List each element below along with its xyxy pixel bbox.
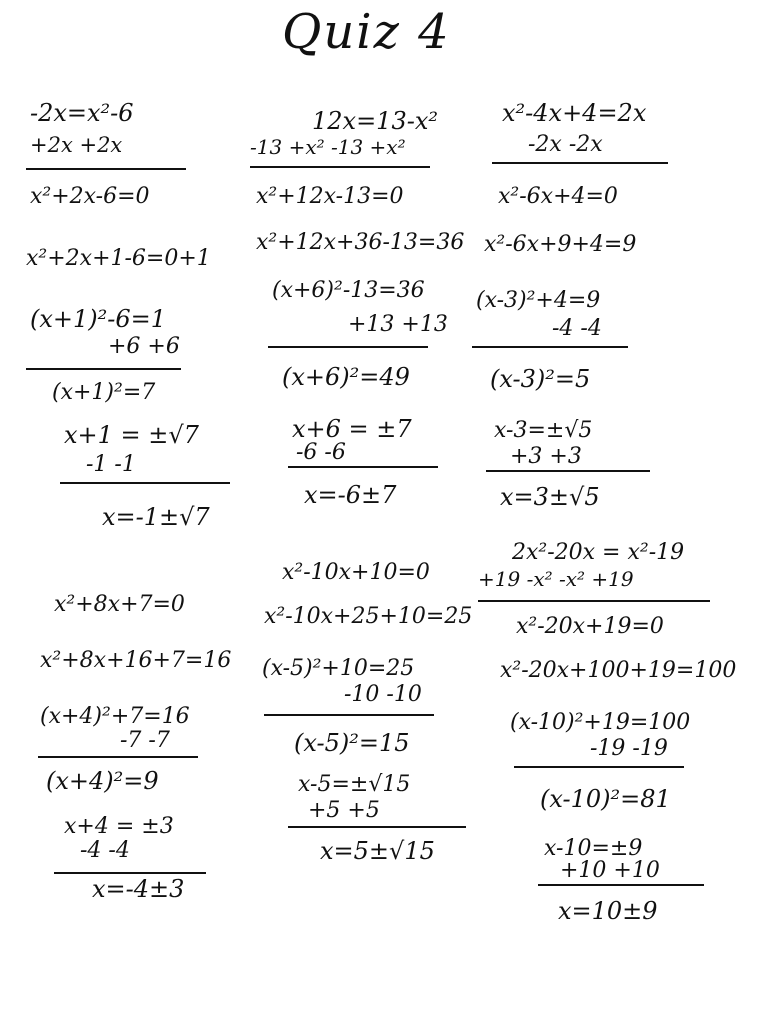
step-line: -2x=x²-6 bbox=[30, 99, 134, 127]
step-line: x²+2x+1-6=0+1 bbox=[26, 246, 211, 271]
step-line: x²+8x+7=0 bbox=[54, 592, 185, 617]
step-line: x+1 = ±√7 bbox=[64, 421, 199, 449]
step-line: x+6 = ±7 bbox=[292, 415, 412, 443]
step-line: -7 -7 bbox=[120, 728, 170, 753]
step-line: +2x +2x bbox=[30, 133, 123, 157]
step-line: (x+4)²+7=16 bbox=[40, 704, 190, 729]
rule-line bbox=[268, 346, 428, 348]
step-line: x²-4x+4=2x bbox=[502, 99, 647, 127]
step-line: (x-3)²=5 bbox=[490, 365, 591, 393]
step-line: x²+2x-6=0 bbox=[30, 184, 150, 209]
step-line: (x-5)²+10=25 bbox=[262, 656, 415, 681]
rule-line bbox=[492, 162, 668, 164]
rule-line bbox=[264, 714, 434, 716]
step-line: x²-20x+19=0 bbox=[516, 614, 664, 639]
answer-line: x=3±√5 bbox=[500, 483, 600, 511]
rule-line bbox=[54, 872, 206, 874]
step-line: +10 +10 bbox=[560, 858, 660, 883]
rule-line bbox=[486, 470, 650, 472]
step-line: (x+6)²-13=36 bbox=[272, 278, 425, 303]
rule-line bbox=[60, 482, 230, 484]
step-line: (x-10)²+19=100 bbox=[510, 710, 691, 735]
step-line: x²-6x+9+4=9 bbox=[484, 232, 637, 257]
step-line: 2x²-20x = x²-19 bbox=[512, 540, 685, 565]
answer-line: x=-1±√7 bbox=[102, 503, 210, 531]
step-line: x²+12x+36-13=36 bbox=[256, 230, 465, 255]
step-line: -13 +x² -13 +x² bbox=[250, 135, 406, 159]
step-line: -1 -1 bbox=[86, 452, 136, 477]
rule-line bbox=[514, 766, 684, 768]
step-line: x-10=±9 bbox=[544, 836, 643, 861]
step-line: x²+8x+16+7=16 bbox=[40, 648, 232, 673]
step-line: (x-10)²=81 bbox=[540, 785, 671, 813]
rule-line bbox=[250, 166, 430, 168]
answer-line: x=5±√15 bbox=[320, 837, 435, 865]
step-line: x-5=±√15 bbox=[298, 772, 411, 797]
step-line: -6 -6 bbox=[296, 440, 346, 465]
rule-line bbox=[472, 346, 628, 348]
step-line: -4 -4 bbox=[80, 838, 130, 863]
step-line: +6 +6 bbox=[108, 334, 180, 359]
rule-line bbox=[38, 756, 198, 758]
step-line: x+4 = ±3 bbox=[64, 814, 174, 839]
answer-line: x=-6±7 bbox=[304, 481, 397, 509]
step-line: (x+1)²=7 bbox=[52, 380, 156, 405]
step-line: -10 -10 bbox=[344, 682, 422, 707]
step-line: x²-20x+100+19=100 bbox=[500, 658, 737, 683]
step-line: +19 -x² -x² +19 bbox=[478, 567, 634, 591]
step-line: (x-5)²=15 bbox=[294, 729, 410, 757]
rule-line bbox=[538, 884, 704, 886]
answer-line: x=10±9 bbox=[558, 897, 658, 925]
step-line: x²+12x-13=0 bbox=[256, 184, 404, 209]
step-line: (x+1)²-6=1 bbox=[30, 305, 167, 333]
answer-line: x=-4±3 bbox=[92, 875, 185, 903]
step-line: +5 +5 bbox=[308, 798, 380, 823]
step-line: x²-6x+4=0 bbox=[498, 184, 618, 209]
step-line: (x+4)²=9 bbox=[46, 767, 159, 795]
rule-line bbox=[478, 600, 710, 602]
page-title: Quiz 4 bbox=[282, 4, 451, 60]
rule-line bbox=[26, 368, 181, 370]
rule-line bbox=[26, 168, 186, 170]
step-line: x-3=±√5 bbox=[494, 418, 593, 443]
step-line: -19 -19 bbox=[590, 736, 668, 761]
step-line: (x+6)²=49 bbox=[282, 363, 410, 391]
step-line: +13 +13 bbox=[348, 312, 448, 337]
step-line: -2x -2x bbox=[528, 132, 603, 157]
step-line: +3 +3 bbox=[510, 444, 582, 469]
step-line: x²-10x+10=0 bbox=[282, 560, 430, 585]
step-line: 12x=13-x² bbox=[312, 107, 438, 135]
rule-line bbox=[288, 466, 438, 468]
rule-line bbox=[288, 826, 466, 828]
step-line: -4 -4 bbox=[552, 316, 602, 341]
step-line: (x-3)²+4=9 bbox=[476, 288, 601, 313]
step-line: x²-10x+25+10=25 bbox=[264, 604, 473, 629]
